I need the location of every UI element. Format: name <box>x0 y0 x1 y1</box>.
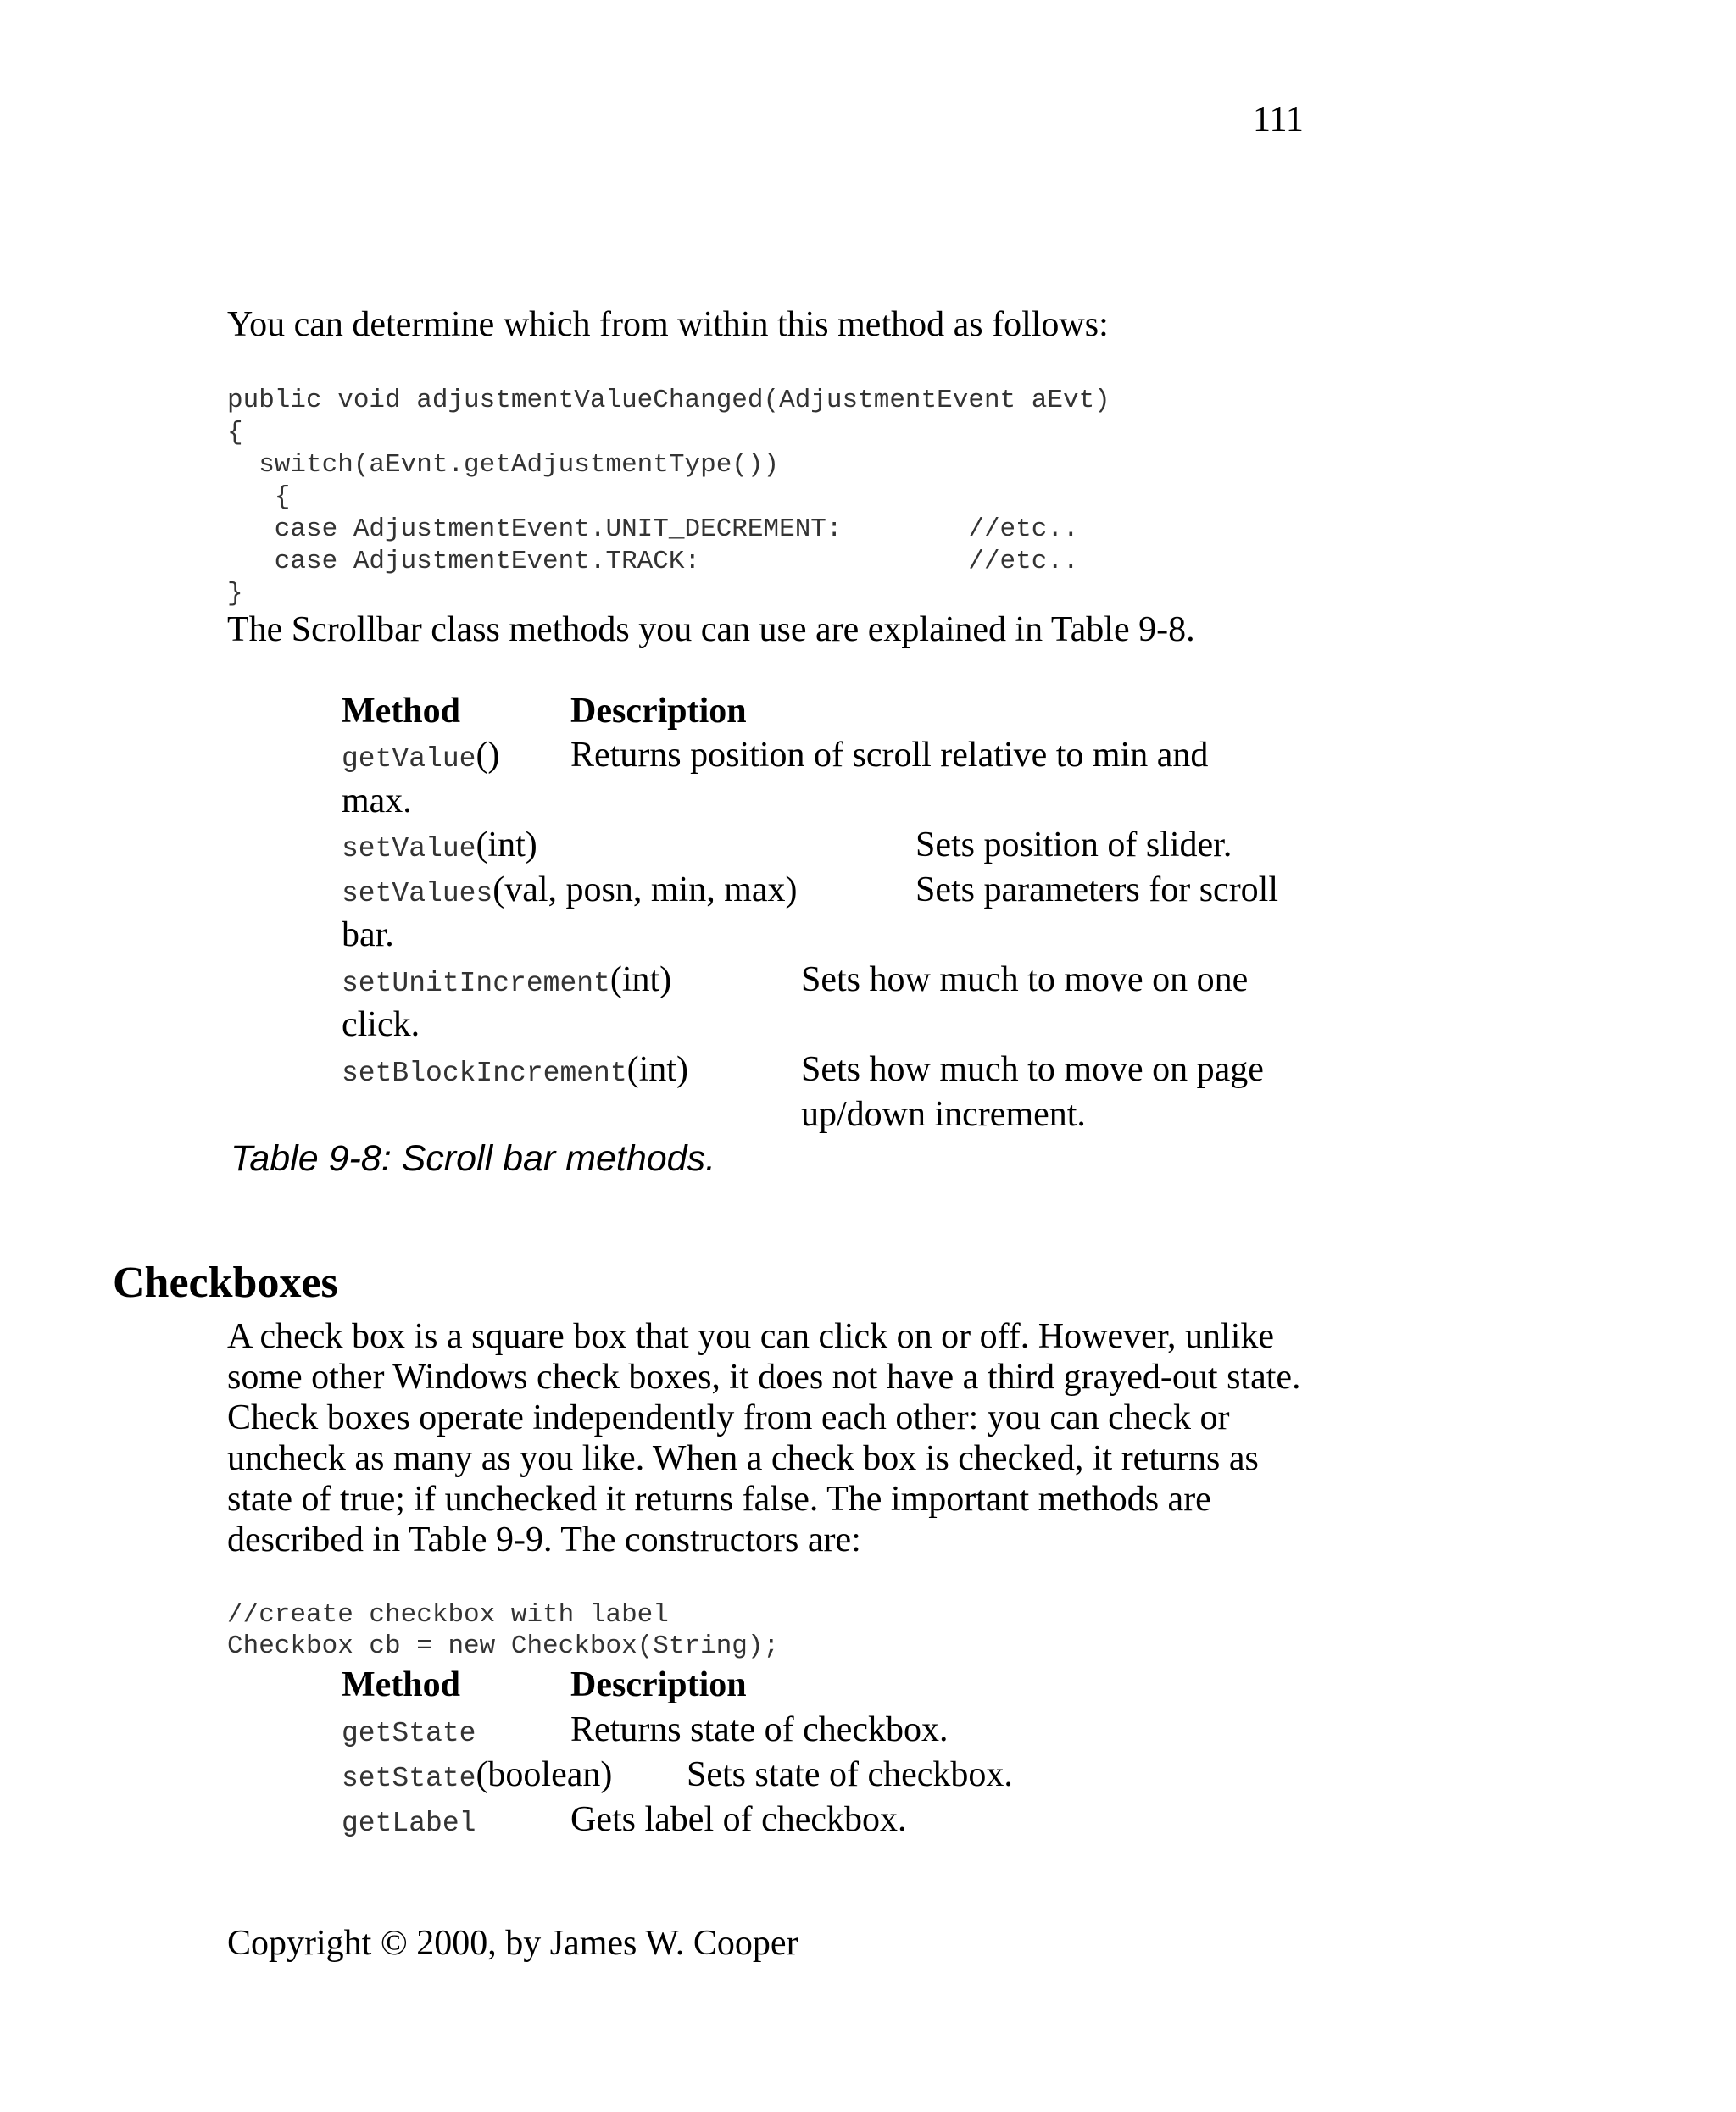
table-row-description: Sets how much to move on page <box>801 1050 1264 1089</box>
section-heading: Checkboxes <box>113 1259 338 1307</box>
page-number: 111 <box>1253 100 1304 139</box>
paragraph-line: A check box is a square box that you can click on or off. However, unlike <box>227 1317 1275 1356</box>
copyright-footer: Copyright © 2000, by James W. Cooper <box>227 1924 798 1963</box>
table-row-method <box>342 1757 612 1792</box>
method-args: (boolean) <box>476 1755 613 1794</box>
table-row-description: Sets state of checkbox. <box>687 1755 1013 1794</box>
table-caption: Table 9-8: Scroll bar methods. <box>231 1138 716 1179</box>
code-line: { <box>227 418 243 447</box>
table-row-method <box>342 962 671 998</box>
paragraph-line: described in Table 9-9. The constructors are: <box>227 1520 861 1559</box>
method-name: setValue <box>342 833 476 864</box>
code-line: case AdjustmentEvent.TRACK: //etc.. <box>227 547 1079 576</box>
code-line: //create checkbox with label <box>227 1600 669 1630</box>
table-row-description: Sets position of slider. <box>915 825 1232 864</box>
method-name: setValues <box>342 878 493 909</box>
table-row-description-wrap: click. <box>342 1005 420 1044</box>
table-header-description: Description <box>570 1665 747 1704</box>
method-args: (int) <box>626 1050 688 1089</box>
paragraph-line: state of true; if unchecked it returns false. The important methods are <box>227 1480 1211 1519</box>
method-name: getState <box>342 1718 476 1749</box>
code-line: { <box>227 482 291 512</box>
table-row-method <box>342 1052 688 1087</box>
table-row-method <box>342 1802 476 1837</box>
code-line: switch(aEvnt.getAdjustmentType()) <box>227 450 780 480</box>
table-row-description: Gets label of checkbox. <box>570 1800 907 1839</box>
method-name: getValue <box>342 743 476 775</box>
table-row-method <box>342 827 537 863</box>
table-row-description-wrap: bar. <box>342 915 394 954</box>
code-line: case AdjustmentEvent.UNIT_DECREMENT: //etc.. <box>227 514 1079 544</box>
code-line: } <box>227 579 243 609</box>
table-row-description: Sets how much to move on one <box>801 960 1249 999</box>
method-args: (val, posn, min, max) <box>492 870 798 909</box>
paragraph-line: uncheck as many as you like. When a check box is checked, it returns as <box>227 1439 1259 1478</box>
paragraph-line: some other Windows check boxes, it does not have a third grayed-out state. <box>227 1358 1301 1397</box>
method-args: () <box>476 736 500 775</box>
table-header-method: Method <box>342 692 460 731</box>
table-row-method <box>342 872 798 908</box>
table-row-description: Returns position of scroll relative to min and <box>570 736 1209 775</box>
method-args: (int) <box>476 825 537 864</box>
table-header-description: Description <box>570 692 747 731</box>
method-args: (int) <box>609 960 672 999</box>
table-row-description-wrap: up/down increment. <box>801 1095 1086 1134</box>
code-line: public void adjustmentValueChanged(AdjustmentEvent aEvt) <box>227 386 1110 415</box>
method-name: getLabel <box>342 1808 476 1839</box>
method-name: setBlockIncrement <box>342 1058 627 1089</box>
table-row-method <box>342 737 499 773</box>
code-line: Checkbox cb = new Checkbox(String); <box>227 1631 780 1661</box>
method-name: setState <box>342 1763 476 1794</box>
table-header-method: Method <box>342 1665 460 1704</box>
table-row-description-wrap: max. <box>342 781 412 820</box>
method-name: setUnitIncrement <box>342 968 610 999</box>
intro-paragraph: You can determine which from within this method as follows: <box>227 305 1109 344</box>
table-row-description: Returns state of checkbox. <box>570 1710 949 1749</box>
paragraph-line: Check boxes operate independently from each other: you can check or <box>227 1398 1230 1437</box>
table-row-method <box>342 1712 476 1748</box>
table-row-description: Sets parameters for scroll <box>915 870 1279 909</box>
scrollbar-intro-paragraph: The Scrollbar class methods you can use are explained in Table 9-8. <box>227 610 1195 649</box>
